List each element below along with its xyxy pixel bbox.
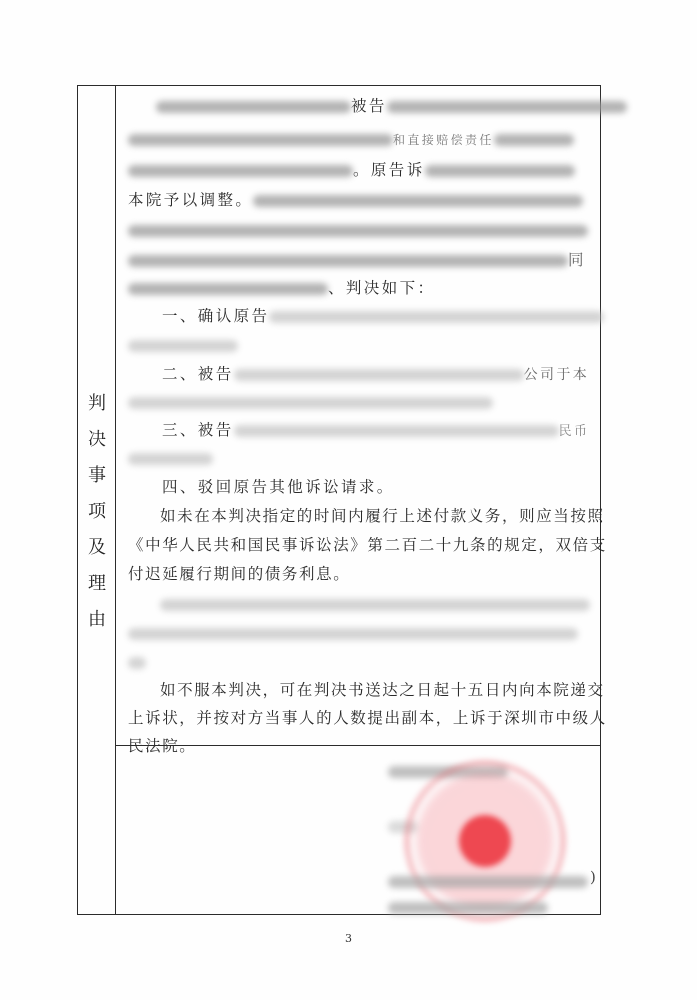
clause-text: 如未在本判决指定的时间内履行上述付款义务，则应当按照 xyxy=(160,507,605,525)
text-line xyxy=(128,274,586,302)
text-line xyxy=(128,216,586,244)
redacted-text xyxy=(128,628,578,640)
side-label-char: 决 xyxy=(88,429,106,450)
redacted-text xyxy=(156,101,351,113)
redacted-text xyxy=(160,599,590,611)
ruling-2 xyxy=(128,360,590,388)
clause-text: 如不服本判决，可在判决书送达之日起十五日内向本院递交 xyxy=(160,681,605,699)
court-seal-icon xyxy=(404,760,566,922)
visible-text: 同 xyxy=(568,251,586,269)
clause-text: 付迟延履行期间的债务利息。 xyxy=(128,565,351,583)
costs-line xyxy=(128,590,586,618)
ruling-text: 一、确认原告 xyxy=(162,307,270,325)
interest-clause-line xyxy=(128,560,586,588)
visible-text: 、判决如下： xyxy=(328,279,436,297)
interest-clause-line xyxy=(128,502,605,530)
paren-text: ) xyxy=(590,868,596,886)
redacted-text xyxy=(128,657,146,669)
ruling-text: 公司于本 xyxy=(523,367,590,383)
redacted-judge-line xyxy=(388,876,588,888)
redacted-text xyxy=(128,283,328,295)
text-line xyxy=(128,156,586,184)
ruling-3 xyxy=(128,416,590,444)
ruling-text: 三、被告 xyxy=(162,421,234,439)
ruling-1 xyxy=(128,302,586,330)
judgment-body xyxy=(116,86,607,755)
judgment-table xyxy=(77,85,607,915)
costs-line xyxy=(128,619,586,647)
interest-clause-line xyxy=(128,531,607,559)
clause-text: 上诉状，并按对方当事人的人数提出副本，上诉于深圳市中级人 xyxy=(128,709,607,727)
redacted-text xyxy=(128,225,588,237)
side-label-char: 事 xyxy=(88,465,106,486)
redacted-text xyxy=(128,453,213,465)
ruling-3-cont xyxy=(128,444,586,472)
redacted-text xyxy=(494,134,574,146)
side-label-char: 项 xyxy=(88,501,106,522)
appeal-clause-line xyxy=(128,716,586,755)
visible-text: 。原告诉 xyxy=(353,161,425,179)
ruling-1-cont xyxy=(128,331,586,359)
side-label-char: 判 xyxy=(88,393,106,414)
redacted-text xyxy=(128,340,238,352)
redacted-text xyxy=(128,397,493,409)
side-label-column xyxy=(78,86,116,914)
clause-text: 《中华人民共和国民事诉讼法》第二百二十九条的规定，双倍支 xyxy=(128,536,607,554)
visible-text: 和直接赔偿责任 xyxy=(393,133,494,147)
side-label xyxy=(78,386,116,638)
redacted-text xyxy=(128,255,568,267)
redacted-text xyxy=(387,101,627,113)
redacted-text xyxy=(128,165,353,177)
redacted-text xyxy=(425,165,575,177)
side-label-char: 由 xyxy=(88,609,106,630)
redacted-text xyxy=(128,134,393,146)
visible-text: 本院予以调整。 xyxy=(128,191,254,209)
ruling-text: 民币 xyxy=(558,424,590,439)
appeal-clause-line xyxy=(128,676,605,704)
redacted-text xyxy=(234,369,524,381)
text-line xyxy=(128,125,586,153)
side-label-char: 理 xyxy=(88,573,106,594)
ruling-text: 四、驳回原告其他诉讼请求。 xyxy=(162,478,395,496)
redacted-text xyxy=(253,195,583,207)
page-number: 3 xyxy=(345,932,352,945)
ruling-2-cont xyxy=(128,388,586,416)
text-line xyxy=(128,92,586,120)
text-line xyxy=(128,246,586,274)
ruling-text: 二、被告 xyxy=(162,365,234,383)
costs-line xyxy=(128,648,586,676)
redacted-text xyxy=(269,311,604,323)
ruling-4 xyxy=(128,473,586,501)
visible-text: 被告 xyxy=(351,97,387,115)
text-line xyxy=(128,186,586,214)
clause-text: 民法院。 xyxy=(128,737,197,755)
side-label-char: 及 xyxy=(88,537,106,558)
signature-block xyxy=(116,746,600,914)
redacted-text xyxy=(234,425,559,437)
redacted-clerk-line xyxy=(388,902,548,914)
